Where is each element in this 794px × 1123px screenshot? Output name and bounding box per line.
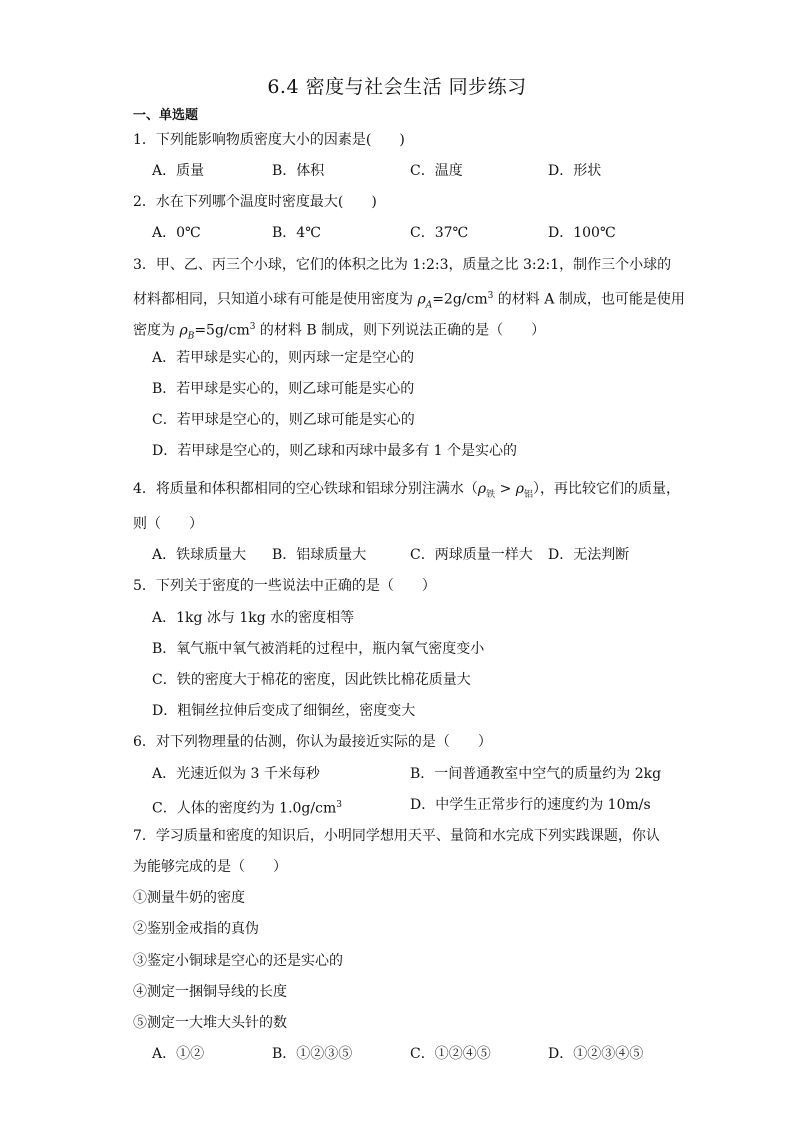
text-segment: =5g/cm <box>194 322 250 339</box>
question-3-option-a: A．若甲球是实心的，则丙球一定是空心的 <box>152 350 415 366</box>
question-1-stem: 1．下列能影响物质密度大小的因素是( ) <box>133 132 405 148</box>
question-6-stem: 6．对下列物理量的估测，你认为最接近实际的是（ ） <box>133 734 492 750</box>
question-7-option-c: C．①②④⑤ <box>410 1046 491 1062</box>
question-6-option-d: D．中学生正常步行的速度约为 10m/s <box>410 797 651 813</box>
question-7-item-4: ④测定一捆铜导线的长度 <box>133 984 287 1000</box>
text-segment: 材料都相同，只知道小球有可能是使用密度为 <box>133 291 418 308</box>
question-6-option-c <box>152 796 342 818</box>
question-7-item-1: ①测量牛奶的密度 <box>133 890 245 906</box>
question-6-option-a: A．光速近似为 3 千米每秒 <box>152 766 320 782</box>
question-6-option-b: B．一间普通教室中空气的质量约为 2kg <box>410 766 662 782</box>
rho-symbol: ρ <box>417 291 426 308</box>
rho-symbol: ρ <box>515 481 525 497</box>
question-5-option-b: B．氧气瓶中氧气被消耗的过程中，瓶内氧气密度变小 <box>152 641 485 657</box>
superscript: 3 <box>487 291 494 301</box>
rho-symbol: ρ <box>179 322 188 339</box>
question-5-option-d: D．粗铜丝拉伸后变成了细铜丝，密度变大 <box>152 703 416 719</box>
rho-subscript: A <box>425 300 433 311</box>
text-segment: =2g/cm <box>432 291 488 308</box>
question-7-option-b: B．①②③⑤ <box>272 1046 353 1062</box>
question-4-option-b: B．铝球质量大 <box>272 547 367 563</box>
question-7-stem-line-2: 为能够完成的是（ ） <box>133 859 287 875</box>
question-3-stem-line-3 <box>133 318 545 345</box>
question-3-option-b: B．若甲球是实心的，则乙球可能是实心的 <box>152 381 415 397</box>
question-2-option-a: A．0℃ <box>152 225 201 241</box>
question-1-option-a: A．质量 <box>152 163 205 179</box>
page-title: 6.4 密度与社会生活 同步练习 <box>267 76 527 98</box>
question-2-option-b: B．4℃ <box>272 225 321 241</box>
rho-subscript: B <box>187 331 195 342</box>
question-2-stem: 2．水在下列哪个温度时密度最大( ) <box>133 194 377 210</box>
text-segment: > <box>495 481 516 497</box>
question-7-item-5: ⑤测定一大堆大头针的数 <box>133 1015 287 1031</box>
question-4-option-a: A．铁球质量大 <box>152 547 247 563</box>
question-7-item-2: ②鉴别金戒指的真伪 <box>133 921 259 937</box>
question-1-option-c: C．温度 <box>410 163 463 179</box>
section-heading: 一、单选题 <box>133 108 199 123</box>
question-4-stem-line-1 <box>133 480 680 504</box>
rho-subscript: 铝 <box>524 489 534 500</box>
question-3-stem-line-2 <box>133 287 685 314</box>
text-segment: ），再比较它们的质量， <box>533 481 681 497</box>
question-7-stem-line-1: 7．学习质量和密度的知识后，小明同学想用天平、量筒和水完成下列实践课题，你认 <box>133 828 660 844</box>
question-5-option-c: C．铁的密度大于棉花的密度，因此铁比棉花质量大 <box>152 672 471 688</box>
question-1-option-d: D．形状 <box>548 163 602 179</box>
question-4-option-d: D．无法判断 <box>548 547 630 563</box>
text-segment: C．人体的密度约为 1.0g/cm <box>152 800 337 817</box>
question-3-stem-line-1: 3．甲、乙、丙三个小球，它们的体积之比为 1:2:3，质量之比 3:2:1，制作三个小球的 <box>133 257 672 273</box>
question-4-stem-line-2: 则（ ） <box>133 516 203 532</box>
text-segment: 的材料 B 制成，则下列说法正确的是（ ） <box>255 322 546 339</box>
question-7-option-d: D．①②③④⑤ <box>548 1046 644 1062</box>
question-7-item-3: ③鉴定小铜球是空心的还是实心的 <box>133 953 343 969</box>
superscript: 3 <box>249 322 256 332</box>
question-4-option-c: C．两球质量一样大 <box>410 547 533 563</box>
text-segment: 的材料 A 制成，也可能是使用 <box>493 291 685 308</box>
question-7-option-a: A．①② <box>152 1046 205 1062</box>
rho-subscript: 铁 <box>486 489 496 500</box>
question-5-option-a: A．1kg 冰与 1kg 水的密度相等 <box>152 610 355 626</box>
question-3-option-c: C．若甲球是空心的，则乙球可能是实心的 <box>152 412 415 428</box>
rho-symbol: ρ <box>477 481 487 497</box>
question-2-option-c: C．37℃ <box>410 225 469 241</box>
text-segment: 4．将质量和体积都相同的空心铁球和铝球分别注满水（ <box>133 481 478 497</box>
question-5-stem: 5．下列关于密度的一些说法中正确的是（ ） <box>133 578 436 594</box>
question-2-option-d: D．100℃ <box>548 225 616 241</box>
superscript: 3 <box>336 800 342 810</box>
question-3-option-d: D．若甲球是空心的，则乙球和丙球中最多有 1 个是实心的 <box>152 443 518 459</box>
text-segment: 密度为 <box>133 322 180 339</box>
question-1-option-b: B．体积 <box>272 163 325 179</box>
